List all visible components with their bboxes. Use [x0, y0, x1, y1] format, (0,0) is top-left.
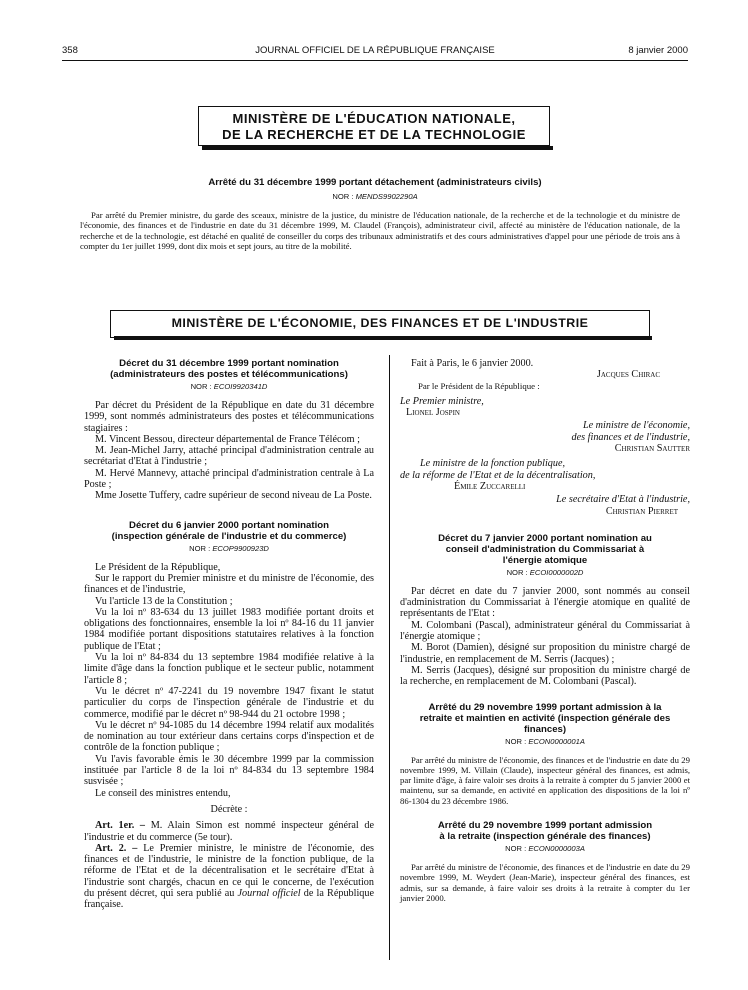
nor-label: NOR : [190, 382, 212, 391]
ministry-education-line2: DE LA RECHERCHE ET DE LA TECHNOLOGIE [222, 127, 526, 142]
signature-president: Jacques Chirac [596, 369, 660, 381]
min-fp-title-2: de la réforme de l'Etat et de la décentralisation, [400, 469, 596, 481]
paragraph: Mme Josette Tuffery, cadre supérieur de second niveau de La Poste. [95, 490, 372, 502]
sec-title: Le secrétaire d'Etat à l'industrie, [556, 494, 690, 506]
paragraph: Sur le rapport du Premier ministre et du ministre de l'économie, des finances et de l'industrie, [84, 572, 374, 596]
nor-label: NOR : [506, 567, 528, 577]
signature-min-fp: Émile Zuccarelli [454, 480, 526, 492]
decret1-title [84, 358, 374, 380]
decret1-body [84, 400, 374, 502]
article-2 [84, 843, 374, 911]
ministry-education-line1: MINISTÈRE DE L'ÉDUCATION NATIONALE, [232, 111, 516, 126]
column-divider [389, 355, 390, 960]
nor-number: ECOP9900923D [212, 543, 269, 553]
paragraph: Vu le décret nº 94-1085 du 14 décembre 1994 relatif aux modalités de nomination au tour extérieur dans certains corps d'inspection et de contrôle de la fonction publique ; [84, 719, 374, 754]
ministry-economy-box [110, 310, 650, 338]
arrete2-nor [400, 737, 690, 747]
min-fp-title-1: Le ministre de la fonction publique, [420, 458, 566, 470]
decret3-title-line2: conseil d'administration du Commissariat à [445, 543, 645, 555]
pm-title: Le Premier ministre, [400, 395, 484, 407]
article-1-label: Art. 1er. – [95, 820, 146, 832]
page-number: 358 [62, 45, 78, 56]
paragraph: Par décret du Président de la République en date du 31 décembre 1999, sont nommés administrateurs des postes et télécommunications stagiaires : [84, 400, 374, 434]
decret2-nor [84, 544, 374, 554]
decret3-nor [400, 568, 690, 578]
arrete2-body [400, 755, 690, 806]
decret3-title [400, 533, 690, 566]
box-shadow-1 [202, 146, 553, 150]
arrete2-title-line2: retraite et maintien en activité (inspection générale des [419, 712, 671, 724]
decret1-nor [84, 382, 374, 392]
decret3-title-line3: l'énergie atomique [502, 554, 588, 566]
left-column [84, 358, 374, 911]
min-eco-title-2: des finances et de l'industrie, [571, 431, 690, 443]
article-1 [84, 820, 374, 843]
min-eco-title-1: Le ministre de l'économie, [582, 420, 690, 432]
journal-title: JOURNAL OFFICIEL DE LA RÉPUBLIQUE FRANÇAISE [255, 45, 495, 56]
paragraph: M. Borot (Damien), désigné sur proposition du ministre chargé de l'industrie, en remplacement de M. Serris (Jacques) ; [400, 642, 690, 665]
paragraph: M. Hervé Mannevy, attaché principal d'administration centrale à La Poste ; [84, 467, 374, 491]
paragraph: Vu l'avis favorable émis le 30 décembre 1999 par la commission instituée par l'article 8 de la loi nº 84-834 du 13 septembre 1984 susvisée ; [84, 753, 374, 788]
arrete3-text: Par arrêté du ministre de l'économie, des finances et de l'industrie en date du 29 novembre 1999, M. Weydert (Jean-Marie), inspecteur général des finances, est admis, sur sa demande, à faire valoir ses droits à la retraite à compter du 1er janvier 2000. [400, 862, 690, 903]
decret2-title [84, 520, 374, 542]
arrete1-text: Par arrêté du Premier ministre, du garde des sceaux, ministre de la justice, du ministre de l'éducation nationale, de la recherche et de la technologie et du ministre de l'économie, des finances et de l'industrie en date du 31 décembre 1999, M. Claudel (François), administrateur civil, affecté au ministère de l'éducation nationale, de la recherche et de la technologie, est détaché en qualité de conseiller du corps des tribunaux administratifs et des cours administratives d'appel pour une période de trois ans à compter du 1er juillet 1999, dont dix mois et sept jours, au titre de la mobilité. [80, 210, 680, 251]
arrete3-title-line2: à la retraite (inspection générale des finances) [439, 831, 651, 843]
nor-number: ECOI0000002D [529, 567, 584, 577]
paragraph: Vu le décret nº 47-2241 du 19 novembre 1947 fixant le statut particulier du corps de l'inspection générale de l'industrie et du commerce, modifié par le décret nº 98-944 du 21 octobre 1998 ; [84, 685, 374, 720]
decret3-title-line1: Décret du 7 janvier 2000 portant nomination au [438, 532, 652, 544]
decret2-body [84, 562, 374, 911]
paragraph: Par décret en date du 7 janvier 2000, sont nommés au conseil d'administration du Commissariat à l'énergie atomique en qualité de représentants de l'Etat : [400, 585, 690, 620]
article-1-text: M. Alain Simon est nommé inspecteur général de l'industrie et du commerce (5e tour). [84, 820, 374, 843]
fait-a-paris: Fait à Paris, le 6 janvier 2000. [411, 358, 534, 369]
decret3-body [400, 586, 690, 688]
par-le-president: Par le Président de la République : [418, 380, 540, 391]
paragraph: Vu la loi nº 84-834 du 13 septembre 1984 modifiée relative à la limite d'âge dans la fonction publique et le secteur public, notamment l'article 8 ; [84, 652, 374, 686]
article-2-text: Le Premier ministre, le ministre de l'économie, des finances et de l'industrie, le ministre de la fonction publique, de la réforme de l'Etat et de la décentralisation et le secrétaire d'Etat à l'industrie sont chargés, chacun en ce qui le concerne, de l'exécution du présent décret, qui sera publié au [84, 842, 374, 899]
arrete3-title-line1: Arrêté du 29 novembre 1999 portant admission [437, 820, 653, 832]
nor-number: ECON0000001A [528, 736, 585, 746]
ministry-economy-title: MINISTÈRE DE L'ÉCONOMIE, DES FINANCES ET DE L'INDUSTRIE [171, 316, 589, 330]
paragraph: Le Président de la République, [95, 561, 221, 573]
decret2-title-line2: (inspection générale de l'industrie et du commerce) [111, 530, 347, 542]
arrete1-title: Arrêté du 31 décembre 1999 portant détachement (administrateurs civils) [208, 177, 542, 188]
arrete2-title-line3: finances) [523, 723, 567, 735]
arrete2-title-line1: Arrêté du 29 novembre 1999 portant admission à la [428, 701, 662, 713]
nor-label: NOR : [505, 844, 527, 854]
arrete3-title [400, 820, 690, 842]
decret1-title-line2: (administrateurs des postes et télécommunications) [110, 369, 348, 380]
nor-number: MENDS9902290A [355, 192, 418, 201]
paragraph: Vu la loi nº 83-634 du 13 juillet 1983 modifiée portant droits et obligations des fonctionnaires, ensemble la loi nº 84-16 du 11 janvier 1984 modifiée portant dispositions statutaires relatives à la fonction publique de l'Etat ; [84, 606, 374, 652]
signature-block [400, 358, 690, 517]
nor-number: ECON0000003A [528, 844, 585, 854]
right-column [400, 358, 690, 903]
arrete2-text: Par arrêté du ministre de l'économie, des finances et de l'industrie en date du 29 novembre 1999, M. Villain (Claude), inspecteur général des finances, est admis, par limite d'âge, à faire valoir ses droits à la retraite à compter du 5 janvier 2000 et maintenu, sur sa demande, en activité en application des dispositions de la loi nº 86-1304 du 23 décembre 1986. [400, 754, 690, 806]
nor-label: NOR : [332, 192, 354, 201]
arrete3-nor [400, 844, 690, 854]
paragraph: M. Jean-Michel Jarry, attaché principal d'administration centrale au secrétariat d'Etat à l'industrie ; [84, 445, 374, 468]
box-shadow-2 [114, 336, 652, 340]
running-header [62, 45, 688, 59]
ministry-education-box [198, 106, 550, 146]
paragraph: M. Vincent Bessou, directeur départemental de France Télécom ; [95, 433, 360, 445]
journal-officiel-ref: Journal officiel [237, 887, 301, 899]
nor-label: NOR : [505, 736, 527, 746]
decrete-label: Décrète : [210, 803, 248, 815]
signature-min-eco: Christian Sautter [614, 443, 690, 455]
decret1-title-line1: Décret du 31 décembre 1999 portant nomination [119, 358, 339, 369]
arrete1-body [80, 210, 680, 251]
arrete1-nor [62, 192, 688, 202]
issue-date: 8 janvier 2000 [628, 45, 688, 56]
paragraph: Vu l'article 13 de la Constitution ; [95, 595, 233, 607]
decret2-title-line1: Décret du 6 janvier 2000 portant nomination [129, 519, 329, 531]
nor-number: ECOI9920341D [213, 382, 268, 391]
signature-pm: Lionel Jospin [406, 407, 460, 419]
arrete2-title [400, 702, 690, 735]
arrete3-body [400, 862, 690, 903]
paragraph: Le conseil des ministres entendu, [95, 787, 231, 799]
signature-sec: Christian Pierret [605, 505, 678, 517]
paragraph: M. Serris (Jacques), désigné sur proposition du ministre chargé de la recherche, en remplacement de M. Colombani (Pascal). [400, 664, 690, 688]
article-2-end: de la République française. [84, 887, 374, 911]
nor-label: NOR : [189, 543, 211, 553]
header-rule [62, 60, 688, 61]
article-2-label: Art. 2. – [95, 842, 138, 854]
paragraph: M. Colombani (Pascal), administrateur général du Commissariat à l'énergie atomique ; [400, 619, 690, 643]
